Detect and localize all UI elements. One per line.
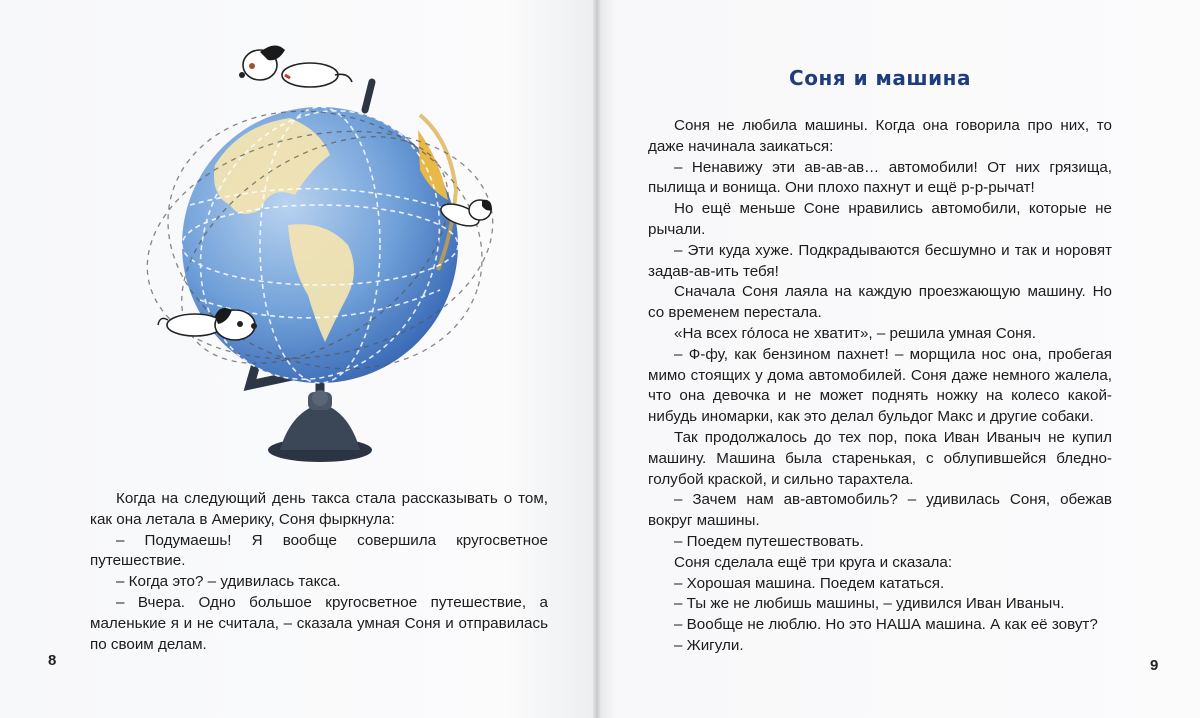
paragraph: – Вчера. Одно большое кругосветное путешествие, а маленькие я и не считала, – сказала умная Соня и отправилась по своим делам. — [90, 593, 548, 653]
left-page-text — [90, 489, 548, 655]
paragraph: Но ещё меньше Соне нравились автомобили, которые не рычали. — [648, 200, 1112, 238]
book-gutter — [593, 0, 601, 718]
globe-illustration — [120, 20, 540, 470]
paragraph: Так продолжалось до тех пор, пока Иван Иваныч не купил машину. Машина была старенькая, с облупившейся бледно-голубой краской, и сильно тарахтела. — [648, 428, 1112, 488]
paragraph: Когда на следующий день такса стала рассказывать о том, как она летала в Америку, Соня фыркнула: — [90, 490, 548, 528]
puppy-top-icon — [239, 45, 352, 87]
paragraph: – Вообще не люблю. Но это НАША машина. А как её зовут? — [674, 616, 1098, 634]
paragraph: – Эти куда хуже. Подкрадываются бесшумно и так и норовят задав-ав-ить тебя! — [648, 241, 1112, 280]
paragraph: «На всех го́лоса не хватит», – решила умная Соня. — [674, 324, 1036, 342]
paragraph: – Поедем путешествовать. — [674, 532, 864, 550]
right-page-text — [648, 116, 1112, 657]
paragraph: – Жигули. — [674, 636, 744, 654]
chapter-title: Соня и машина — [789, 66, 971, 90]
paragraph: Соня сделала ещё три круга и сказала: — [674, 553, 953, 571]
paragraph: Сначала Соня лаяла на каждую проезжающую машину. Но со временем перестала. — [648, 283, 1112, 322]
paragraph: – Хорошая машина. Поедем кататься. — [674, 574, 945, 592]
paragraph: – Подумаешь! Я вообще совершила кругосветное путешествие. — [90, 531, 548, 570]
page-number-left: 8 — [48, 652, 57, 669]
paragraph: – Зачем нам ав-автомобиль? – удивилась Соня, обежав вокруг машины. — [648, 491, 1112, 530]
paragraph: – Ф-фу, как бензином пахнет! – морщила нос она, пробегая мимо стоящих у дома автомобилей. Соня даже немного жалела, что она девочка и не может поднять ножку на колесо какой-нибудь иномарки, как это делал бульдог Макс и другие собаки. — [648, 345, 1112, 426]
page-number-right: 9 — [1150, 657, 1159, 674]
paragraph: Соня не любила машины. Когда она говорила про них, то даже начинала заикаться: — [648, 117, 1112, 155]
paragraph: – Когда это? – удивилась такса. — [116, 573, 341, 591]
paragraph: – Ты же не любишь машины, – удивился Иван Иваныч. — [674, 595, 1065, 613]
paragraph: – Ненавижу эти ав-ав-ав… автомобили! От них грязища, пылища и вонища. Они плохо пахнут и ещё р-р-рычат! — [648, 158, 1112, 197]
